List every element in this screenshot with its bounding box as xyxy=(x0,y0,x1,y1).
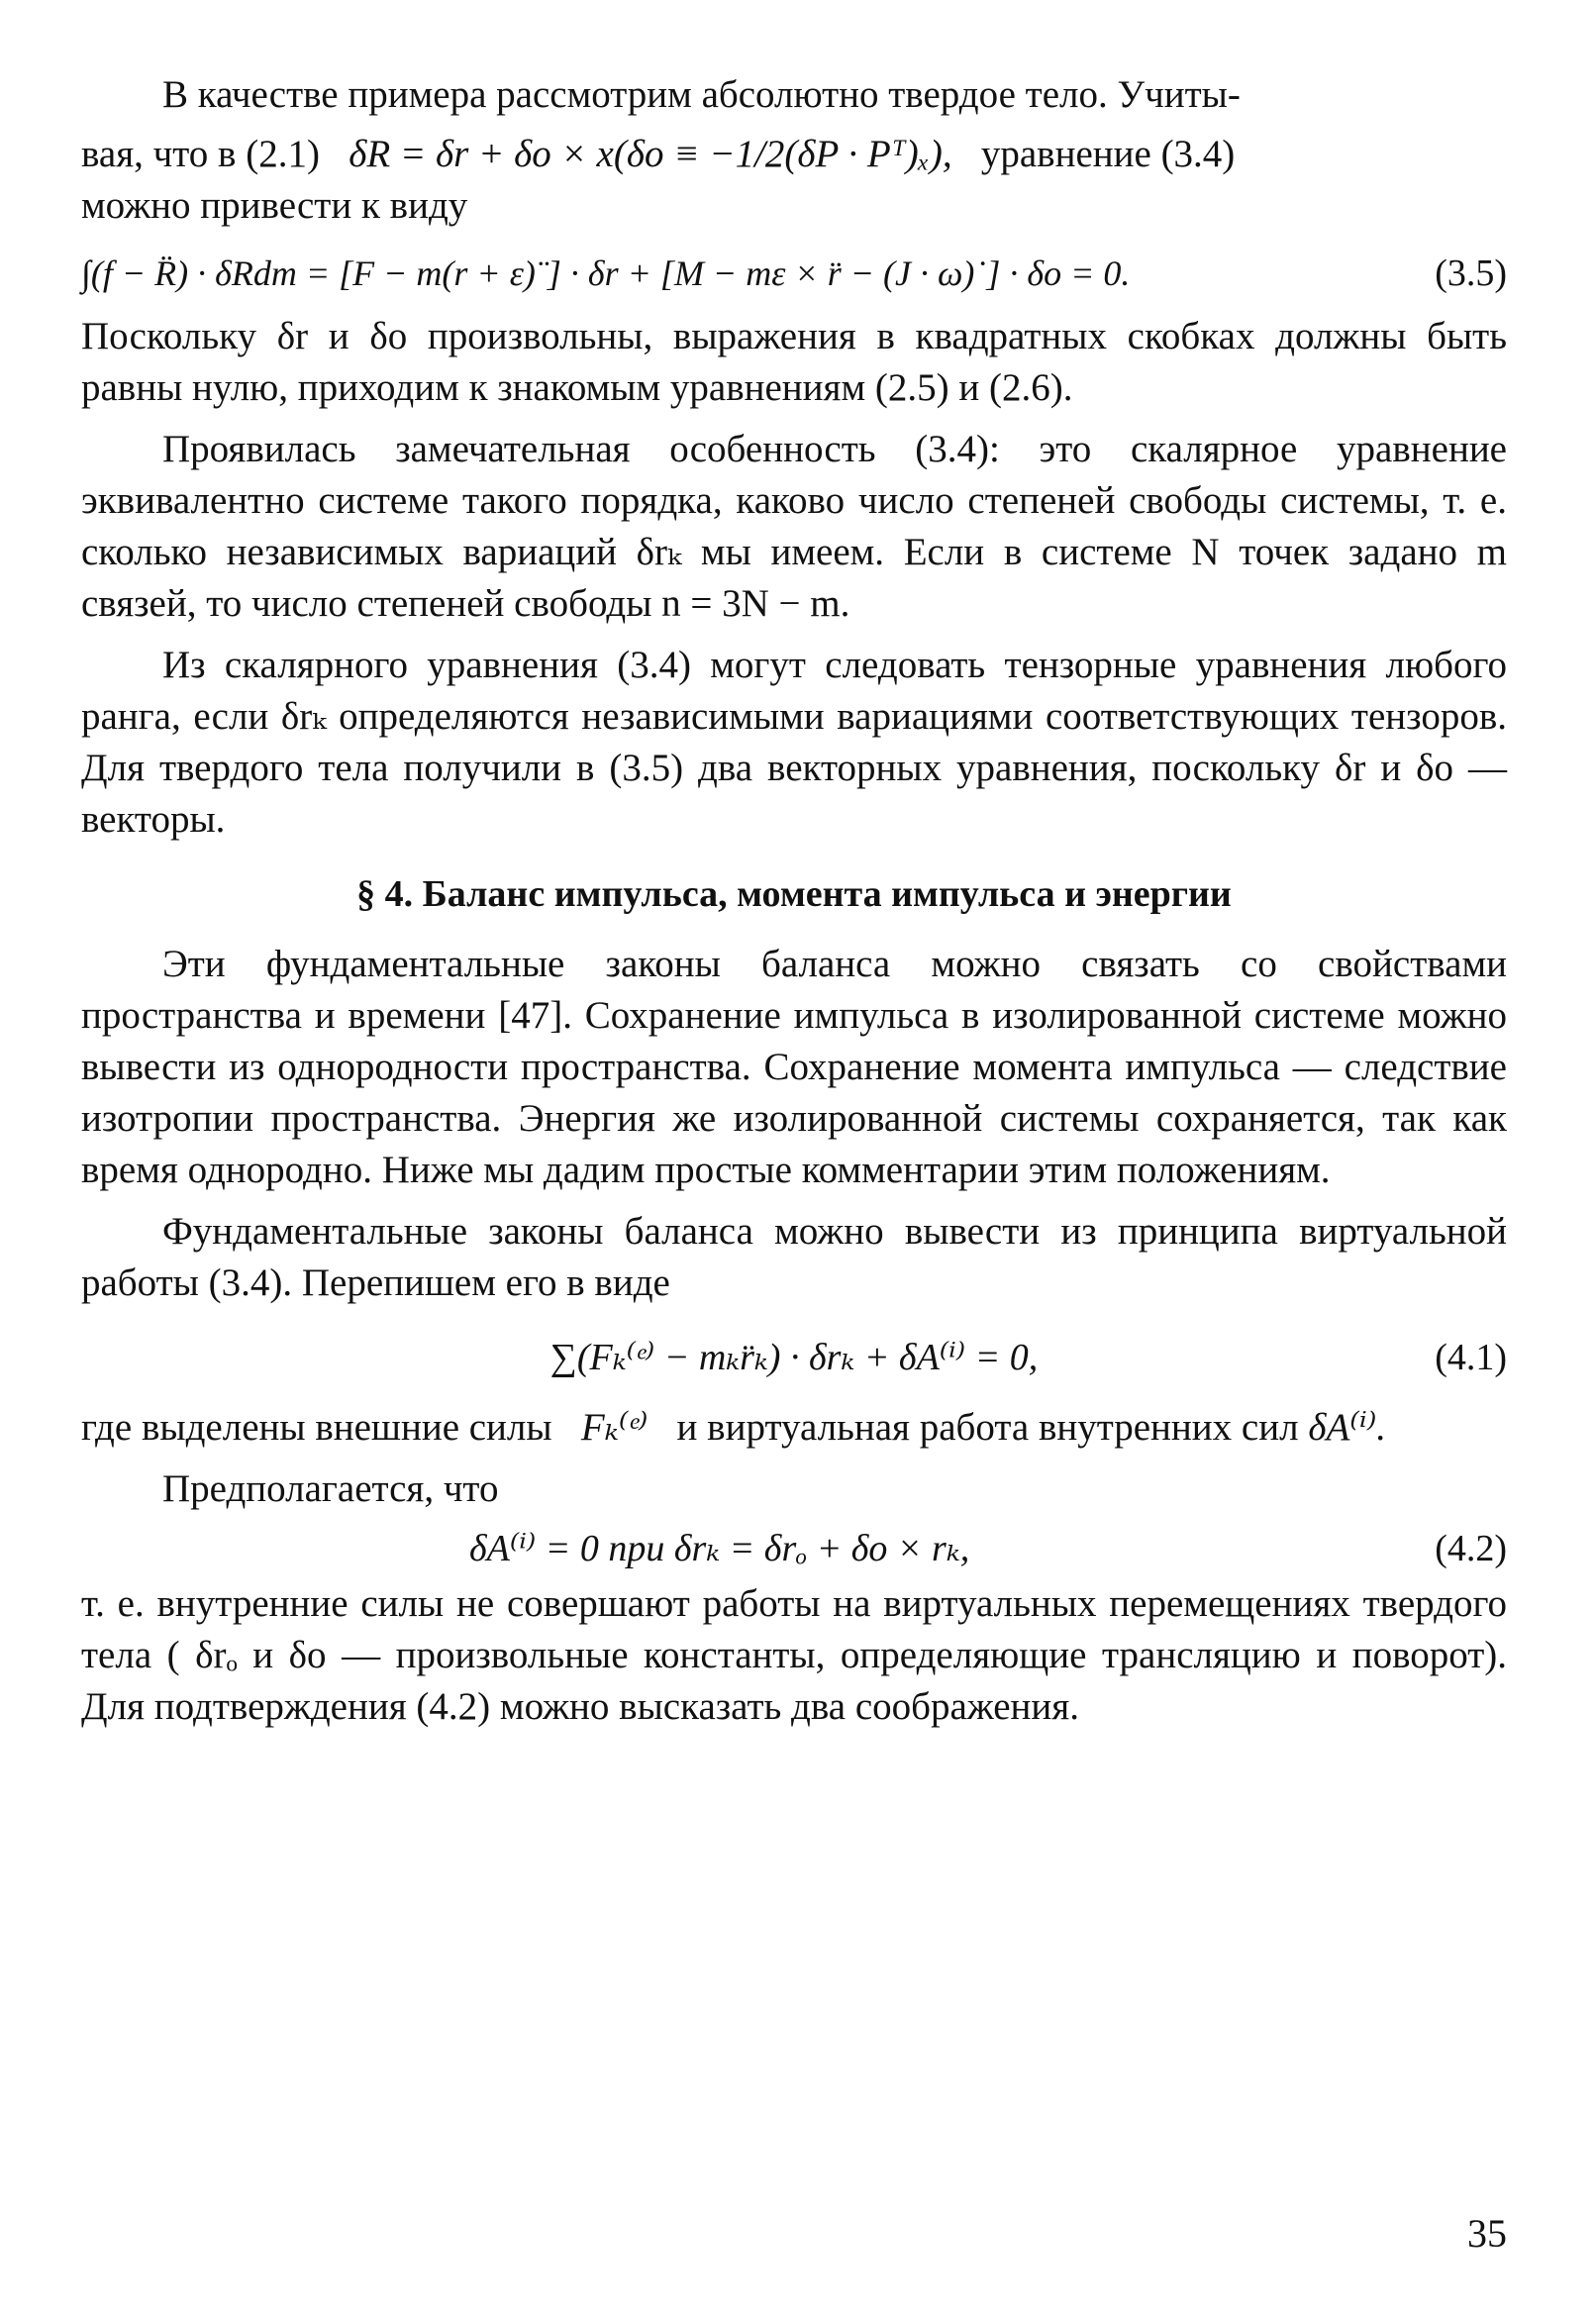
paragraph-7 xyxy=(81,1402,1507,1454)
equation-4-2 xyxy=(81,1521,1507,1576)
paragraph-6: Фундаментальные законы баланса можно вывести из принципа виртуальной работы (3.4). Перепишем его в виде xyxy=(81,1210,1507,1304)
equation-4-1-number: (4.1) xyxy=(1435,1337,1507,1378)
paragraph-3: Проявилась замечательная особенность (3.4): это скалярное уравнение эквивалентно системе такого порядка, каково число степеней свободы системы, т. е. сколько независимых вариаций δrₖ мы имеем. Если в системе N точек задано m связей, то число степеней свободы n = 3N − m. xyxy=(81,428,1507,625)
external-force-symbol: Fₖ⁽ᵉ⁾ xyxy=(580,1406,648,1449)
paragraph-1-line-2-prefix: вая, что в (2.1) xyxy=(81,133,320,175)
equation-3-5-formula: ∫(f − R̈) · δRdm = [F − m(r + ε)¨] · δr + [M − mε × r̈ − (J · ω)˙] · δo = 0. xyxy=(81,253,1131,293)
equation-3-5-number: (3.5) xyxy=(1435,252,1507,294)
equation-4-2-number: (4.2) xyxy=(1435,1528,1507,1569)
paragraph-8: Предполагается, что xyxy=(162,1467,499,1510)
paragraph-2: Поскольку δr и δo произвольны, выражения в квадратных скобках должны быть равны нулю, приходим к знакомым уравнениям (2.5) и (2.6). xyxy=(81,315,1507,409)
equation-4-1 xyxy=(81,1323,1507,1392)
page-body xyxy=(81,69,1507,1733)
paragraph-5: Эти фундаментальные законы баланса можно связать со свойствами пространства и времени [47]. Сохранение импульса в изолированной системе можно вывести из однородности пространства. Сохранение момента импульса — следствие изотропии пространства. Энергия же изолированной системы сохраняется, так как время однородно. Ниже мы дадим простые комментарии этим положениям. xyxy=(81,943,1507,1191)
equation-4-2-formula: δA⁽ⁱ⁾ = 0 при δrₖ = δrₒ + δo × rₖ, xyxy=(469,1528,970,1569)
equation-4-1-formula: ∑(Fₖ⁽ᵉ⁾ − mₖr̈ₖ) · δrₖ + δA⁽ⁱ⁾ = 0, xyxy=(549,1337,1039,1378)
internal-work-symbol: δA⁽ⁱ⁾. xyxy=(1308,1406,1387,1449)
section-heading: § 4. Баланс импульса, момента импульса и энергии xyxy=(356,873,1232,915)
paragraph-9: т. е. внутренние силы не совершают работы на виртуальных перемещениях твердого тела ( δrₒ и δo — произвольные константы, определяющие трансляцию и поворот). Для подтверждения (4.2) можно высказать два соображения. xyxy=(81,1582,1507,1728)
page-number: 35 xyxy=(1467,2211,1507,2256)
equation-3-5 xyxy=(81,246,1507,301)
inline-formula-deltaR: δR = δr + δo × x(δo ≡ −1/2(δP · Pᵀ)ₓ), xyxy=(349,133,952,175)
paragraph-1-line-2 xyxy=(81,129,1507,180)
paragraph-7-middle: и виртуальная работа внутренних сил xyxy=(676,1406,1299,1449)
paragraph-1-line-3: можно привести к виду xyxy=(81,184,468,227)
paragraph-1-line-2-suffix: уравнение (3.4) xyxy=(980,133,1236,175)
paragraph-7-prefix: где выделены внешние силы xyxy=(81,1406,552,1449)
paragraph-4: Из скалярного уравнения (3.4) могут следовать тензорные уравнения любого ранга, если δrₖ определяются независимыми вариациями соответствующих тензоров. Для твердого тела получили в (3.5) два векторных уравнения, поскольку δr и δo — векторы. xyxy=(81,644,1507,841)
paragraph-1-line-1: В качестве примера рассмотрим абсолютно твердое тело. Учиты- xyxy=(162,73,1241,116)
